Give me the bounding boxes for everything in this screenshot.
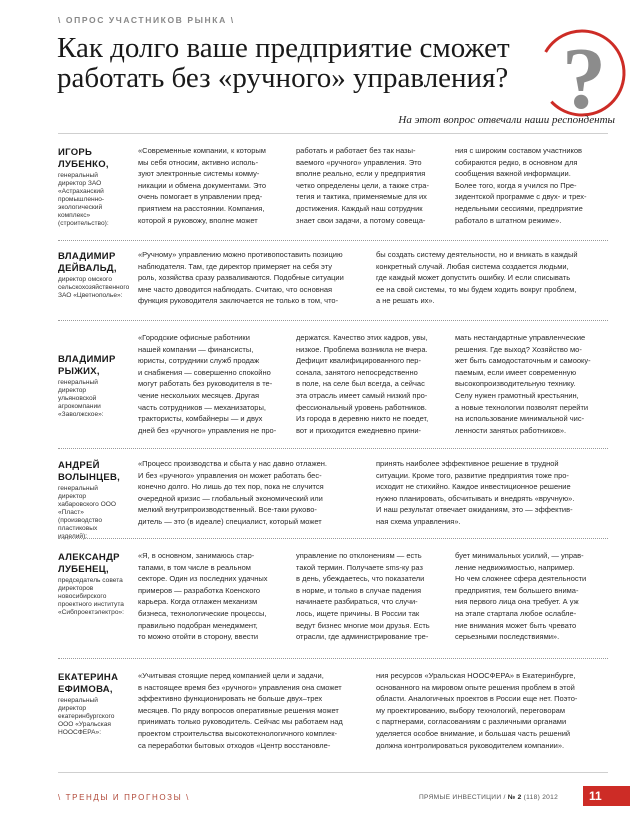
respondent-name: АНДРЕЙ ВОЛЫНЦЕВ, bbox=[58, 460, 121, 483]
respondent-info bbox=[58, 354, 126, 419]
divider bbox=[58, 320, 608, 321]
answer-column: «Ручному» управлению можно противопоставить позицию наблюдателя. Там, где директор примеряет на себя эту роль, хозяйства сразу разваливаются. Подобные ситуации мне часто доводится наблюдать. Считаю, что основная функция руководителя заключается не только в том, что- bbox=[138, 250, 344, 306]
respondent-info bbox=[58, 251, 130, 300]
answer-column: держатся. Качество этих кадров, увы, низкое. Проблема возникла не вчера. Дефицит квалифицированного пер- сонала, занятого непосредственно в поле, на селе был всегда, а сейчас эта отрасль имеет самый низкий про- фессиональный уровень работников. Из города в деревню никто не поедет, вот и приходится ежедневно прини- bbox=[296, 333, 429, 435]
divider-bottom bbox=[58, 772, 608, 773]
page-title bbox=[57, 33, 527, 93]
answer-column: бы создать систему деятельности, но и вникать в каждый конкретный случай. Любая система создается людьми, где каждый может допустить ошибку. И если списывать ее на свой системы, то мы будем ходить вокруг проблем, а не решать их». bbox=[376, 250, 578, 306]
answer-column: «Городские офисные работники нашей компании — финансисты, юристы, сотрудники служб продаж и снабжения — совершенно спокойно могут работать без руководителя в те- чение нескольких месяцев. Другая часть сотрудников — механизаторы, трактористы, комбайнеры — и двух дней без «ручного» управления не про- bbox=[138, 333, 277, 435]
section-label: \ ОПРОС УЧАСТНИКОВ РЫНКА \ bbox=[58, 15, 235, 25]
respondent-position: председатель совета директоров новосибирского проектного института «Сибпроектэлектро»: bbox=[58, 577, 124, 616]
footer-section-label: \ ТРЕНДЫ И ПРОГНОЗЫ \ bbox=[58, 793, 190, 802]
respondent-block-volyntsev bbox=[58, 458, 608, 538]
respondent-name: АЛЕКСАНДР ЛУБЕНЕЦ, bbox=[58, 552, 120, 575]
respondent-position: генеральный директор хабаровского ООО «Пласт» (производство пластиковых изделий): bbox=[58, 485, 117, 540]
respondent-name: ВЛАДИМИР РЫЖИХ, bbox=[58, 354, 116, 377]
answer-column: ния с широким составом участников собираются редко, в основном для сообщения важной информации. Более того, когда я учился по Пре- зидентской программе с двух- и трех- недельными сессиями, предприятие работало в штатном режиме». bbox=[455, 146, 587, 225]
respondent-info bbox=[58, 460, 126, 541]
divider-top bbox=[58, 133, 608, 134]
respondent-name: ИГОРЬ ЛУБЕНКО, bbox=[58, 147, 109, 170]
divider bbox=[58, 448, 608, 449]
answer-column: ния ресурсов «Уральская НООСФЕРА» в Екатеринбурге, основанного на мировом опыте решения проблем в этой области. Аналогичных проектов в России еще нет. Поэто- му проектированию, выбору технологий, переговорам с партнерами, согласованиям с различными органами уделяется особое внимание, и большая часть решений должна контролироваться руководителем компании». bbox=[376, 671, 578, 750]
answer-column: «Учитывая стоящие перед компанией цели и задачи, в настоящее время без «ручного» управления она сможет эффективно функционировать не больше двух–трех месяцев. По ряду вопросов оперативные решения может принимать только руководитель. Сейчас мы работаем над проектом строительства высокотехнологичного комплек- са переработки бытовых отходов «Центр восстановле- bbox=[138, 671, 343, 750]
issue-separator: / bbox=[501, 794, 508, 801]
answer-column: «Процесс производства и сбыта у нас давно отлажен. И без «ручного» управления он может работать бес- конечно долго. Но лишь до тех пор, пока не случится очередной кризис — глобальный экономический или мелкий внутрипроизводственный. Все-таки руково- дитель — это (в идеале) специалист, который может bbox=[138, 459, 327, 526]
magazine-name: ПРЯМЫЕ ИНВЕСТИЦИИ bbox=[419, 794, 502, 801]
divider bbox=[58, 658, 608, 659]
answer-column: управление по отклонениям — есть такой термин. Получаете sms-ку раз в день, убеждаетесь, что показатели в норме, и только в случае падения начинаете разбираться, что случи- лось, ищете причины. В России так ведут бизнес многие мои друзья. Есть отрасли, где администрирование тре- bbox=[296, 551, 430, 642]
page-number: 11 bbox=[583, 786, 630, 806]
answer-column: мать нестандартные управленческие решения. Где выход? Хозяйство мо- жет быть самодостаточным и самооку- паемым, если имеет современную высокопроизводительную технику. Селу нужен грамотный крестьянин, а новые технологии позволят перейти на использование минимальной чис- ленности занятых работников». bbox=[455, 333, 591, 435]
respondent-name: ЕКАТЕРИНА ЕФИМОВА, bbox=[58, 672, 119, 695]
respondent-position: генеральный директор екатеринбургского ООО «Уральская НООСФЕРА»: bbox=[58, 697, 115, 736]
respondent-position: генеральный директор ЗАО «Астраханский промышленно-экологический комплекс» (строительство): bbox=[58, 172, 109, 227]
answer-column: принять наиболее эффективное решение в трудной ситуации. Кроме того, развитие предприятия тоже про- исходит не стихийно. Каждое инвестиционное решение нужно планировать, обсчитывать и внедрять «вручную». И наш результат отвечает ожиданиям, это — эффектив- ная схема управления». bbox=[376, 459, 575, 526]
respondent-position: директор омского сельскохозяйственного ЗАО «Цветнополье»: bbox=[58, 276, 130, 299]
page-title-line-2: работать без «ручного» управления? bbox=[57, 62, 509, 94]
respondent-block-deyvald bbox=[58, 249, 608, 314]
respondent-block-lubenets bbox=[58, 550, 608, 650]
issue-year: (118) 2012 bbox=[521, 794, 559, 801]
respondent-block-efimova bbox=[58, 670, 608, 765]
divider bbox=[58, 538, 608, 539]
respondent-info bbox=[58, 147, 126, 228]
page-title-line-1: Как долго ваше предприятие сможет bbox=[57, 32, 510, 64]
answer-column: бует минимальных усилий, — управ- ление недвижимостью, например. Но чем сложнее сфера деятельности предприятия, тем большего внима- ния первого лица она требует. А уж на этапе стартапа любое ослабле- ние внимания может быть чревато серьезными последствиями». bbox=[455, 551, 587, 642]
qmark-glyph: ? bbox=[562, 31, 606, 128]
answer-column: «Современные компании, к которым мы себя относим, активно исполь- зуют электронные системы комму- никации и обмена документами. Это очень помогает в управлении пред- приятием на расстоянии. Компания, которой я руковожу, вполне может bbox=[138, 146, 267, 225]
divider bbox=[58, 240, 608, 241]
issue-number: № 2 bbox=[507, 794, 522, 801]
respondent-info bbox=[58, 552, 126, 617]
respondent-name: ВЛАДИМИР ДЕЙВАЛЬД, bbox=[58, 251, 117, 274]
respondent-info bbox=[58, 672, 126, 737]
respondent-block-ryzhikh bbox=[58, 332, 608, 442]
subtitle: На этот вопрос отвечали наши респонденты bbox=[398, 114, 615, 126]
answer-column: работать и работает без так назы- ваемого «ручного» управления. Это вполне реально, если у предприятия четко определены цели, а также стра- тегия и тактика, применяемые для их достижения. Каждый наш сотрудник знает свои задачи, а потому совеща- bbox=[296, 146, 429, 225]
footer-magazine-info bbox=[419, 794, 558, 801]
respondent-block-lubenko bbox=[58, 145, 608, 235]
answer-column: «Я, в основном, занимаюсь стар- тапами, в том числе в реальном секторе. Один из последних удачных примеров — разработка Коенского карьера. Когда отлажен механизм бизнеса, технологические процессы, правильно подобран менеджмент, то можно отойти в сторону, ввести bbox=[138, 551, 268, 642]
respondent-position: генеральный директор ульяновской агрокомпании «Заволжское»: bbox=[58, 379, 104, 418]
